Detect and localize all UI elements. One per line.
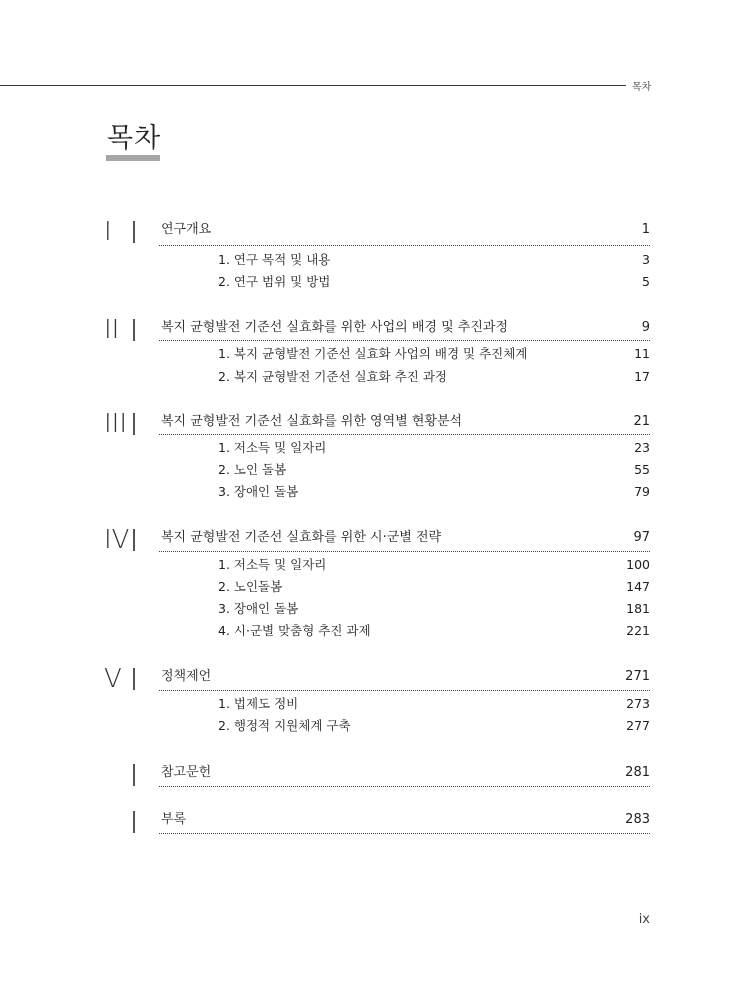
dotted-leader bbox=[159, 833, 650, 834]
chapter-separator bbox=[133, 319, 135, 341]
chapter-numeral: V bbox=[104, 664, 122, 694]
dotted-leader bbox=[159, 340, 650, 341]
dotted-leader bbox=[159, 786, 650, 787]
section-title[interactable]: 1. 저소득 및 일자리 bbox=[218, 557, 327, 572]
chapter-page: 1 bbox=[641, 222, 650, 237]
section-title[interactable]: 1. 법제도 정비 bbox=[218, 696, 299, 711]
toc-section[interactable] bbox=[0, 439, 756, 457]
toc-section[interactable] bbox=[0, 483, 756, 501]
section-page: 147 bbox=[626, 579, 650, 594]
dotted-leader bbox=[159, 245, 650, 246]
section-title[interactable]: 2. 노인 돌봄 bbox=[218, 462, 287, 477]
chapter-page: 281 bbox=[625, 765, 650, 780]
chapter-title[interactable]: 부록 bbox=[161, 812, 187, 827]
dotted-leader bbox=[159, 434, 650, 435]
section-page: 17 bbox=[634, 369, 650, 384]
chapter-title[interactable]: 복지 균형발전 기준선 실효화를 위한 영역별 현황분석 bbox=[161, 414, 463, 429]
section-title[interactable]: 1. 저소득 및 일자리 bbox=[218, 440, 327, 455]
chapter-separator bbox=[133, 529, 135, 551]
page-title: 목차 bbox=[107, 123, 162, 154]
chapter-numeral: II bbox=[104, 315, 120, 345]
toc-section[interactable] bbox=[0, 695, 756, 713]
section-page: 277 bbox=[626, 718, 650, 733]
section-title[interactable]: 2. 연구 범위 및 방법 bbox=[218, 274, 331, 289]
chapter-page: 21 bbox=[633, 414, 650, 429]
chapter-title[interactable]: 복지 균형발전 기준선 실효화를 위한 사업의 배경 및 추진과정 bbox=[161, 320, 509, 335]
section-title[interactable]: 1. 연구 목적 및 내용 bbox=[218, 252, 331, 267]
section-title[interactable]: 1. 복지 균형발전 기준선 실효화 사업의 배경 및 추진체계 bbox=[218, 346, 528, 361]
chapter-numeral: III bbox=[104, 409, 128, 439]
toc-section[interactable] bbox=[0, 622, 756, 640]
chapter-page: 271 bbox=[625, 669, 650, 684]
chapter-page: 97 bbox=[633, 530, 650, 545]
section-page: 221 bbox=[626, 623, 650, 638]
chapter-page: 283 bbox=[625, 812, 650, 827]
section-page: 5 bbox=[642, 274, 650, 289]
chapter-separator bbox=[133, 811, 135, 833]
running-header: 목차 bbox=[632, 82, 652, 93]
section-title[interactable]: 2. 노인돌봄 bbox=[218, 579, 283, 594]
toc-section[interactable] bbox=[0, 717, 756, 735]
section-title[interactable]: 3. 장애인 돌봄 bbox=[218, 601, 299, 616]
dotted-leader bbox=[159, 690, 650, 691]
section-title[interactable]: 2. 복지 균형발전 기준선 실효화 추진 과정 bbox=[218, 369, 447, 384]
toc-section[interactable] bbox=[0, 461, 756, 479]
chapter-title[interactable]: 복지 균형발전 기준선 실효화를 위한 시·군별 전략 bbox=[161, 530, 442, 545]
title-underline-bar bbox=[106, 155, 160, 161]
chapter-title[interactable]: 정책제언 bbox=[161, 669, 212, 684]
section-page: 23 bbox=[634, 440, 650, 455]
toc-section[interactable] bbox=[0, 556, 756, 574]
chapter-title[interactable]: 참고문헌 bbox=[161, 765, 212, 780]
header-rule bbox=[0, 85, 626, 86]
section-page: 11 bbox=[634, 346, 650, 361]
toc-section[interactable] bbox=[0, 578, 756, 596]
toc-section[interactable] bbox=[0, 273, 756, 291]
toc-section[interactable] bbox=[0, 345, 756, 363]
section-title[interactable]: 3. 장애인 돌봄 bbox=[218, 484, 299, 499]
chapter-separator bbox=[133, 413, 135, 435]
chapter-separator bbox=[133, 668, 135, 690]
section-page: 181 bbox=[626, 601, 650, 616]
chapter-separator bbox=[133, 221, 135, 243]
toc-section[interactable] bbox=[0, 251, 756, 269]
chapter-title[interactable]: 연구개요 bbox=[161, 222, 212, 237]
toc-section[interactable] bbox=[0, 600, 756, 618]
page-number: ix bbox=[638, 912, 650, 927]
section-page: 3 bbox=[642, 252, 650, 267]
section-page: 273 bbox=[626, 696, 650, 711]
chapter-page: 9 bbox=[641, 320, 650, 335]
section-title[interactable]: 4. 시·군별 맞춤형 추진 과제 bbox=[218, 623, 371, 638]
toc-section[interactable] bbox=[0, 368, 756, 386]
section-page: 79 bbox=[634, 484, 650, 499]
chapter-separator bbox=[133, 764, 135, 786]
chapter-numeral: IV bbox=[104, 525, 130, 555]
dotted-leader bbox=[159, 551, 650, 552]
section-page: 100 bbox=[626, 557, 650, 572]
chapter-numeral: I bbox=[104, 217, 112, 247]
section-page: 55 bbox=[634, 462, 650, 477]
section-title[interactable]: 2. 행정적 지원체계 구축 bbox=[218, 718, 351, 733]
